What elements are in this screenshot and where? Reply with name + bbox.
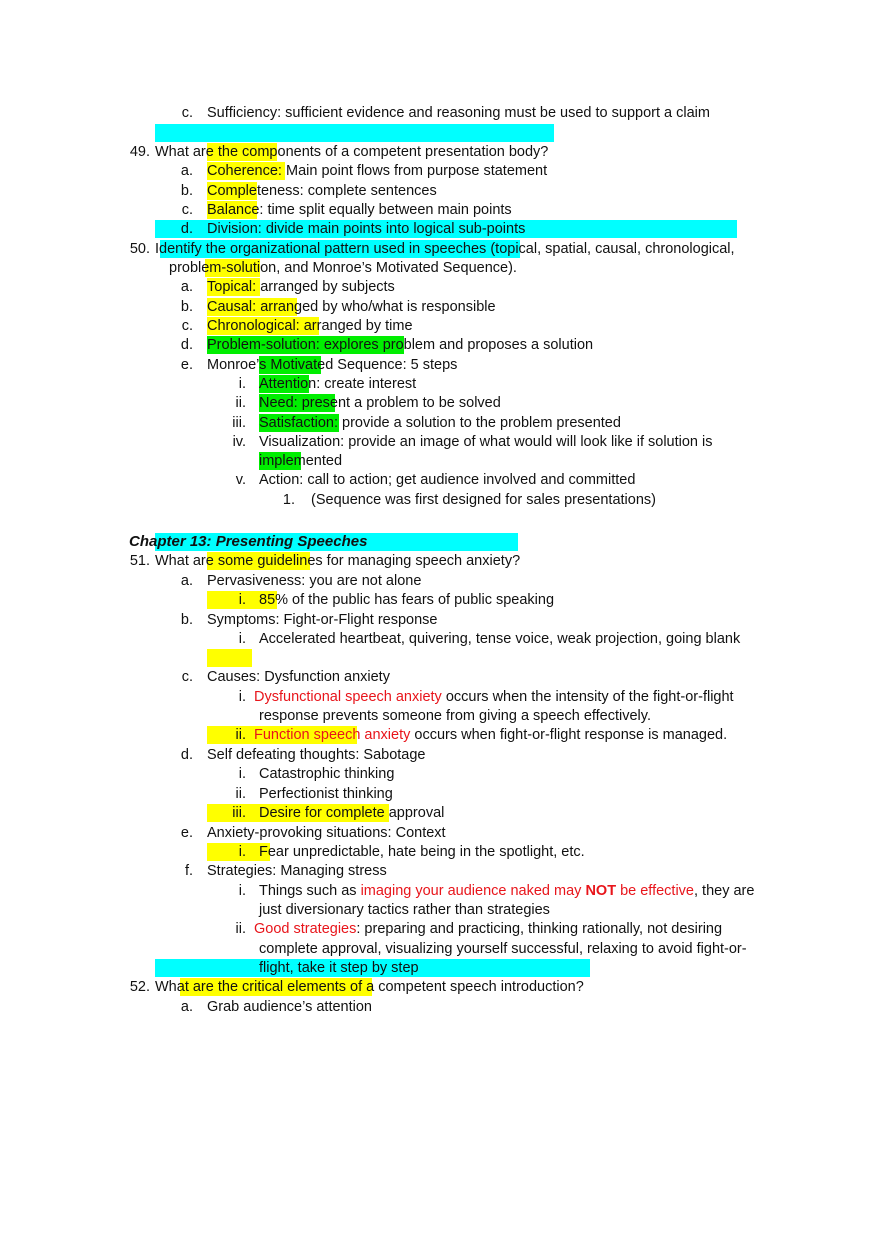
list-marker: ii. — [235, 921, 246, 937]
list-marker: d. — [180, 747, 193, 763]
red-term: be effective — [616, 883, 694, 899]
list-item-text: : preparing and practicing, thinking rationally, not desiring — [356, 921, 723, 937]
question-number: 49. — [129, 144, 150, 160]
list-item: Problem-solution: explores problem and proposes a solution — [207, 337, 594, 353]
list-item: Pervasiveness: you are not alone — [207, 573, 422, 589]
list-item: Chronological: arranged by time — [207, 318, 413, 334]
list-item: Completeness: complete sentences — [207, 183, 437, 199]
list-marker: ii. — [235, 395, 246, 411]
list-marker: e. — [180, 357, 193, 373]
list-item: Topical: arranged by subjects — [207, 279, 395, 295]
list-item: Visualization: provide an image of what would will look like if solution is — [259, 434, 713, 450]
list-marker: iii. — [232, 415, 246, 431]
red-term: Function speech anxiety — [254, 727, 411, 743]
list-item-continued: implemented — [259, 453, 343, 469]
list-marker: b. — [180, 183, 193, 199]
list-item: Fear unpredictable, hate being in the spotlight, etc. — [259, 844, 585, 860]
list-item-text: occurs when the intensity of the fight-or-flight — [441, 689, 734, 705]
list-item: Anxiety-provoking situations: Context — [207, 825, 446, 841]
list-item: Self defeating thoughts: Sabotage — [207, 747, 426, 763]
list-item: Action: call to action; get audience involved and committed — [259, 472, 636, 488]
list-item-continued: flight, take it step by step — [259, 960, 419, 976]
list-item-text: , they are — [694, 883, 755, 899]
list-item — [254, 726, 727, 744]
list-marker: f. — [184, 863, 193, 879]
list-marker: 1. — [282, 492, 295, 508]
list-item: Desire for complete approval — [259, 805, 445, 821]
red-term: imaging your audience naked may — [360, 883, 586, 899]
list-marker: ii. — [235, 786, 246, 802]
list-marker: i. — [238, 631, 246, 647]
list-marker: c. — [181, 318, 193, 334]
list-marker: i. — [238, 844, 246, 860]
list-item: Catastrophic thinking — [259, 766, 395, 782]
question-number: 52. — [129, 979, 150, 995]
list-item: Balance: time split equally between main points — [207, 202, 512, 218]
list-item-text: Things such as — [259, 883, 361, 899]
question-number: 50. — [129, 241, 150, 257]
list-item-continued: response prevents someone from giving a speech effectively. — [259, 708, 651, 724]
question-text: What are the components of a competent presentation body? — [155, 144, 549, 160]
list-item: Perfectionist thinking — [259, 786, 393, 802]
list-marker: d. — [180, 337, 193, 353]
list-item: 85% of the public has fears of public speaking — [259, 592, 555, 608]
list-item: Causes: Dysfunction anxiety — [207, 669, 390, 685]
question-text: Identify the organizational pattern used in speeches (topical, spatial, causal, chronological, — [155, 241, 735, 257]
list-marker: i. — [238, 376, 246, 392]
red-term: Dysfunctional speech anxiety — [254, 689, 442, 705]
list-item: Satisfaction: provide a solution to the problem presented — [259, 415, 621, 431]
list-marker: i. — [238, 766, 246, 782]
list-marker: i. — [238, 883, 246, 899]
list-marker: i. — [238, 689, 246, 705]
list-item: Attention: create interest — [259, 376, 417, 392]
list-item-continued: complete approval, visualizing yourself successful, relaxing to avoid fight-or- — [259, 941, 747, 957]
list-item-text: occurs when fight-or-flight response is managed. — [410, 727, 728, 743]
list-item: Coherence: Main point flows from purpose statement — [207, 163, 548, 179]
question-text: What are the critical elements of a competent speech introduction? — [155, 979, 584, 995]
list-marker: a. — [180, 573, 193, 589]
list-item: Need: present a problem to be solved — [259, 395, 501, 411]
list-marker: i. — [238, 592, 246, 608]
list-item: Sufﬁciency: sufﬁcient evidence and reasoning must be used to support a claim — [207, 105, 710, 121]
list-item: Strategies: Managing stress — [207, 863, 387, 879]
question-text: What are some guidelines for managing speech anxiety? — [155, 553, 521, 569]
list-item: Symptoms: Fight-or-Flight response — [207, 612, 438, 628]
list-item: Monroe’s Motivated Sequence: 5 steps — [207, 357, 458, 373]
list-marker: iv. — [232, 434, 246, 450]
chapter-heading: Chapter 13: Presenting Speeches — [129, 533, 368, 550]
highlight-yellow — [207, 649, 252, 667]
red-bold-term: NOT — [585, 883, 617, 899]
list-item: Division: divide main points into logical sub-points — [207, 221, 526, 237]
list-item — [259, 882, 754, 900]
list-marker: ii. — [235, 727, 246, 743]
list-marker: c. — [181, 202, 193, 218]
list-marker: a. — [180, 163, 193, 179]
list-marker: a. — [180, 999, 193, 1015]
list-marker: d. — [180, 221, 193, 237]
list-marker: b. — [180, 612, 193, 628]
list-item — [254, 920, 722, 938]
list-item — [254, 688, 734, 706]
list-marker: iii. — [232, 805, 246, 821]
list-item: Grab audience’s attention — [207, 999, 372, 1015]
question-number: 51. — [129, 553, 150, 569]
list-marker: c. — [181, 105, 193, 121]
red-term: Good strategies — [254, 921, 357, 937]
list-marker: v. — [235, 472, 246, 488]
list-item-continued: just diversionary tactics rather than strategies — [259, 902, 550, 918]
list-marker: a. — [180, 279, 193, 295]
list-marker: c. — [181, 669, 193, 685]
list-item: Accelerated heartbeat, quivering, tense voice, weak projection, going blank — [259, 631, 741, 647]
question-text-continued: problem-solution, and Monroe’s Motivated Sequence). — [169, 260, 517, 276]
list-item: Causal: arranged by who/what is responsible — [207, 299, 496, 315]
list-marker: e. — [180, 825, 193, 841]
highlight-cyan — [155, 124, 554, 142]
list-marker: b. — [180, 299, 193, 315]
list-item: (Sequence was first designed for sales presentations) — [311, 492, 656, 508]
